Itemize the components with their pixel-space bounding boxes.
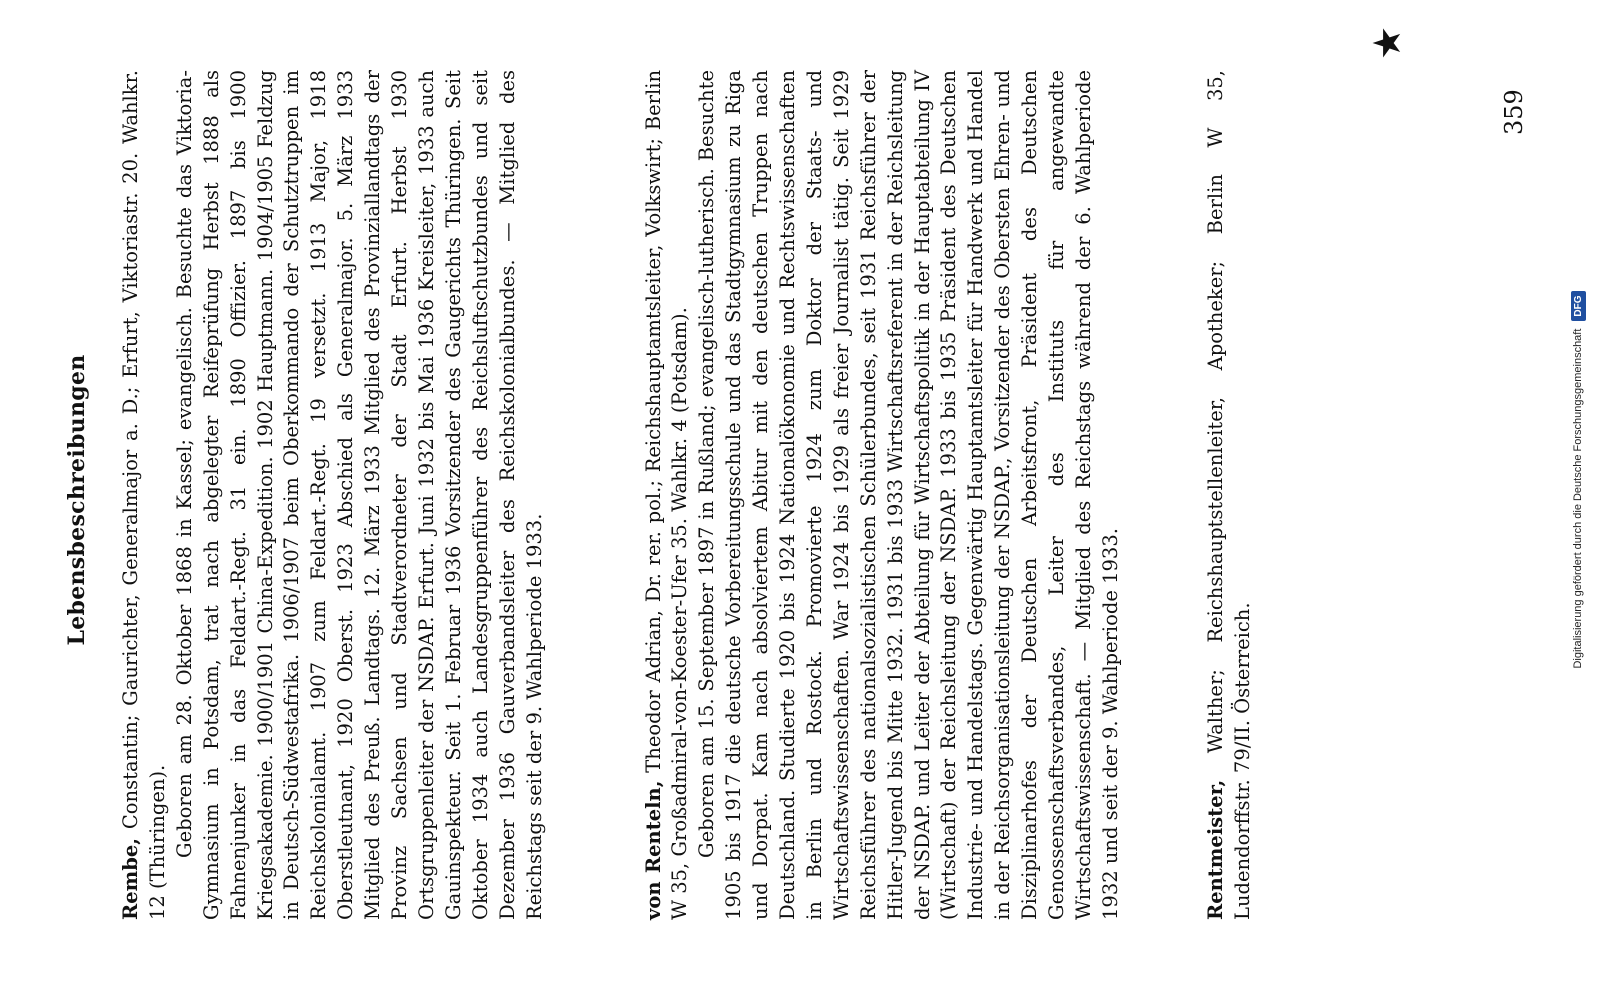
entry-intro	[1203, 70, 1257, 920]
page-number: 359	[1500, 89, 1528, 135]
entry-spacer	[1125, 70, 1203, 920]
credit-text: Digitalisierung gefördert durch die Deutsche Forschungsgemeinschaft	[1572, 328, 1584, 669]
biography-entry-rembe	[118, 70, 549, 920]
entry-intro	[641, 70, 695, 920]
entry-body: Geboren am 28. Oktober 1868 in Kassel; evangelisch. Besuchte das Viktoria-Gymnasium in Potsdam, trat nach abgelegter Reifeprüfung Herbst 1888 als Fahnenjunker in das Feldart.-Regt. 31 ein. 1890 Offizier. 1897 bis 1900 Kriegsakademie. 1900/1901 China-Expedition. 1902 Hauptmann. 1904/1905 Feldzug in Deutsch-Südwestafrika. 1906/1907 beim Oberkommando der Schutztruppen im Reichskolonialamt. 1907 zum Feldart.-Regt. 19 versetzt. 1913 Major, 1918 Oberstleutnant, 1920 Oberst. 1923 Abschied als Generalmajor. 5. März 1933 Mitglied des Preuß. Landtags. 12. März 1933 Mitglied des Provinziallandtags der Provinz Sachsen und Stadtverordneter der Stadt Erfurt. Herbst 1930 Ortsgruppenleiter der NSDAP. Erfurt. Juni 1932 bis Mai 1936 Kreisleiter, 1933 auch Gauinspekteur. Seit 1. Februar 1936 Vorsitzender des Gaugerichts Thüringen. Seit Oktober 1934 auch Landesgruppenführer des Reichsluftschutzbundes und seit Dezember 1936 Gauverbandsleiter des Reichskolonialbundes. — Mitglied des Reichstags seit der 9. Wahlperiode 1933.	[172, 70, 546, 920]
entry-intro	[118, 70, 172, 920]
entry-details: Walther; Reichshauptstellenleiter, Apotheker; Berlin W 35, Ludendorffstr. 79/II. Österreich.	[1203, 70, 1254, 920]
page-header	[62, 80, 92, 920]
entry-details: Constantin; Gaurichter, Generalmajor a. D.; Erfurt, Viktoriastr. 20. Wahlkr. 12 (Thüringen).	[119, 70, 169, 920]
entry-details: Theodor Adrian, Dr. rer. pol.; Reichshauptamtsleiter, Volkswirt; Berlin W 35, Großadmiral-von-Koester-Ufer 35. Wahlkr. 4 (Potsdam).	[641, 69, 692, 920]
digitization-credit	[1565, 0, 1591, 960]
dfg-logo-icon: DFG	[1571, 291, 1586, 320]
biography-entry-renteln	[641, 70, 1125, 920]
star-icon: ★	[1365, 25, 1409, 60]
entry-spacer	[549, 70, 641, 920]
page-title: Lebensbeschreibungen	[64, 354, 90, 646]
entry-name: von Renteln,	[641, 780, 665, 920]
biography-entry-rentmeister	[1203, 70, 1257, 920]
entry-name: Rentmeister,	[1203, 779, 1227, 920]
entry-body: Geboren am 15. September 1897 in Rußland; evangelisch-lutherisch. Besuchte 1905 bis 1917 die deutsche Vorbereitungsschule und das Stadtgymnasium zu Riga und Dorpat. Kam nach absolviertem Abitur mit den deutschen Truppen nach Deutschland. Studierte 1920 bis 1924 Nationalökonomie und Rechtswissenschaften in Berlin und Rostock. Promovierte 1924 zum Doktor der Staats- und Wirtschaftswissenschaften. War 1924 bis 1929 als freier Journalist tätig. Seit 1929 Reichsführer des nationalsozialistischen Schülerbundes, seit 1931 Reichsführer der Hitler-Jugend bis Mitte 1932. 1931 bis 1933 Wirtschaftsreferent in der Reichsleitung der NSDAP. und Leiter der Abteilung für Wirtschaftspolitik in der Hauptabteilung IV (Wirtschaft) der Reichsleitung der NSDAP. 1933 bis 1935 Präsident des Deutschen Industrie- und Handelstags. Gegenwärtig Hauptamtsleiter für Handwerk und Handel in der Reichsorganisationsleitung der NSDAP., Vorsitzender des Obersten Ehren- und Disziplinarhofes der Deutschen Arbeitsfront, Präsident des Deutschen Genossenschaftsverbandes, Leiter des Instituts für angewandte Wirtschaftswissenschaft. — Mitglied des Reichstags während der 6. Wahlperiode 1932 und seit der 9. Wahlperiode 1933.	[695, 70, 1122, 920]
entry-name: Rembe,	[119, 837, 142, 920]
page-body	[118, 70, 1257, 920]
